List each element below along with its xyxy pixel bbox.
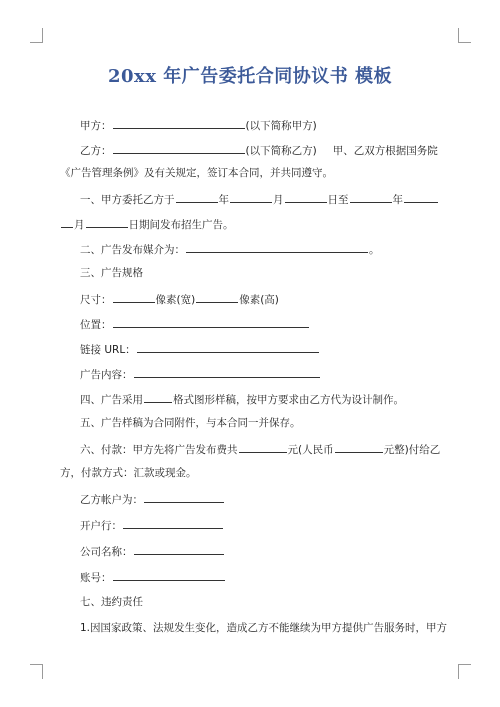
position-label: 位置： [80, 319, 112, 331]
width-blank[interactable] [113, 291, 155, 303]
fee-blank[interactable] [239, 441, 287, 453]
clause-2-text: 二、广告发布媒介为： [80, 244, 185, 256]
account-number-blank[interactable] [113, 569, 225, 581]
clause-5-line: 五、广告样稿为合同附件，与本合同一并保存。 [80, 417, 301, 429]
width-unit: 像素(宽) [155, 294, 196, 306]
position-line [80, 316, 470, 332]
month-label-2: 月 [74, 219, 85, 231]
rmb-amount-blank[interactable] [335, 441, 383, 453]
clause-4-tail: 格式图形样稿，按甲方要求由乙方代为设计制作。 [173, 394, 404, 406]
company-blank[interactable] [134, 543, 224, 555]
party-a-note: (以下简称甲方) [245, 120, 317, 132]
crop-mark-top-left [30, 28, 43, 43]
clause-1-line-1 [80, 191, 470, 207]
height-unit: 像素(高) [239, 294, 279, 306]
clause-6-line-1 [80, 441, 470, 457]
clause-2-end: 。 [369, 244, 380, 256]
clause-6-tail: 元整)付给乙 [383, 444, 441, 456]
month-label: 月 [273, 194, 284, 206]
end-month-blank-a[interactable] [404, 191, 438, 203]
content-line [80, 366, 470, 382]
account-holder-label: 乙方帐户为： [80, 494, 143, 506]
crop-mark-top-right [458, 28, 471, 43]
size-line [80, 291, 470, 307]
clause-7-1-line: 1.因国家政策、法规发生变化，造成乙方不能继续为甲方提供广告服务时，甲方 [80, 622, 448, 634]
party-a-blank[interactable] [113, 117, 245, 129]
crop-mark-bottom-left [30, 664, 43, 679]
year-label: 年 [218, 194, 229, 206]
company-line [80, 543, 470, 559]
end-year-blank[interactable] [350, 191, 392, 203]
party-b-line [80, 142, 470, 158]
position-blank[interactable] [113, 316, 309, 328]
clause-1-tail: 日期间发布招生广告。 [128, 219, 234, 231]
party-b-note: (以下简称乙方) [245, 145, 317, 157]
account-holder-line [80, 491, 470, 507]
preamble-line: 《广告管理条例》及有关规定，签订本合同，并共同遵守。 [60, 167, 333, 179]
account-number-label: 账号： [80, 572, 112, 584]
clause-4-line [80, 391, 470, 407]
bank-line [80, 517, 470, 533]
end-month-blank-b[interactable] [61, 216, 73, 228]
party-a-line [80, 117, 470, 133]
company-label: 公司名称： [80, 546, 133, 558]
clause-3-heading: 三、广告规格 [80, 267, 143, 279]
account-holder-blank[interactable] [144, 491, 224, 503]
day-to-label: 日至 [327, 194, 349, 206]
party-b-label: 乙方： [80, 145, 112, 157]
clause-1-line-2 [60, 216, 450, 232]
party-b-blank[interactable] [113, 142, 245, 154]
height-blank[interactable] [196, 291, 238, 303]
bank-blank[interactable] [123, 517, 223, 529]
party-a-label: 甲方： [80, 120, 112, 132]
content-label: 广告内容： [80, 369, 133, 381]
party-b-trail: 甲、乙双方根据国务院 [332, 145, 438, 157]
crop-mark-bottom-right [458, 664, 471, 679]
link-label: 链接 URL： [80, 344, 136, 356]
start-year-blank[interactable] [176, 191, 218, 203]
year-label-2: 年 [392, 194, 403, 206]
size-label: 尺寸： [80, 294, 112, 306]
clause-7-heading: 七、违约责任 [80, 596, 143, 608]
clause-1-text: 一、甲方委托乙方于 [80, 194, 175, 206]
document-title: 20xx 年广告委托合同协议书 模板 [107, 66, 393, 87]
link-blank[interactable] [137, 341, 319, 353]
format-blank[interactable] [144, 391, 172, 403]
content-blank[interactable] [134, 366, 320, 378]
rmb-label: 元(人民币 [287, 444, 334, 456]
link-line [80, 341, 470, 357]
end-day-blank[interactable] [86, 216, 128, 228]
bank-label: 开户行： [80, 520, 122, 532]
clause-4-text: 四、广告采用 [80, 394, 143, 406]
media-blank[interactable] [186, 241, 368, 253]
start-day-blank[interactable] [285, 191, 327, 203]
clause-6-text: 六、付款：甲方先将广告发布费共 [80, 444, 238, 456]
account-number-line [80, 569, 470, 585]
clause-2-line [80, 241, 470, 257]
clause-6-line-2: 方，付款方式：汇款或现金。 [60, 467, 197, 479]
start-month-blank[interactable] [230, 191, 272, 203]
